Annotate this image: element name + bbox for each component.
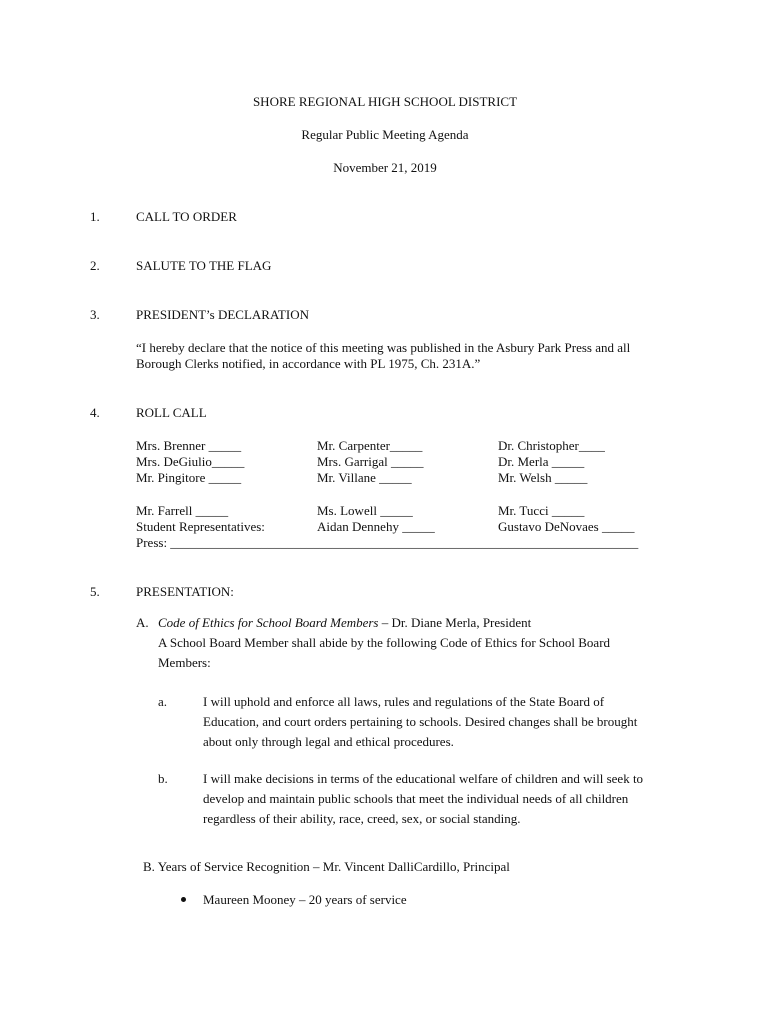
- item-heading-roll-call: ROLL CALL: [136, 405, 207, 420]
- declaration-line: Borough Clerks notified, in accordance with PL 1975, Ch. 231A.”: [136, 356, 481, 371]
- presentation-a-intro: A School Board Member shall abide by the following Code of Ethics for School Board: [158, 635, 611, 650]
- sub-item-text: Education, and court orders pertaining to schools. Desired changes shall be brought: [203, 714, 638, 729]
- declaration-line: “I hereby declare that the notice of this meeting was published in the Asbury Park Press and all: [136, 340, 631, 355]
- presentation-a-intro: Members:: [158, 655, 211, 670]
- roll-call-entry: Dr. Merla _____: [498, 454, 585, 469]
- roll-call-entry: Dr. Christopher____: [498, 438, 605, 453]
- meeting-date: November 21, 2019: [333, 160, 437, 175]
- item-number: 3.: [90, 307, 100, 322]
- presenter-name: – Dr. Diane Merla, President: [378, 615, 532, 630]
- meeting-subtitle: Regular Public Meeting Agenda: [301, 127, 469, 142]
- sub-item-text: I will uphold and enforce all laws, rules and regulations of the State Board of: [203, 694, 605, 709]
- item-number: 4.: [90, 405, 100, 420]
- item-number: 1.: [90, 209, 100, 224]
- item-heading-presentation: PRESENTATION:: [136, 584, 234, 599]
- student-representatives-label: Student Representatives:: [136, 519, 265, 534]
- sub-item-label: b.: [158, 771, 168, 786]
- sub-item-label: a.: [158, 694, 168, 709]
- presentation-a-label: A.: [136, 615, 149, 630]
- presentation-a-heading: [158, 615, 531, 631]
- sub-item-text: develop and maintain public schools that meet the individual needs of all children: [203, 791, 629, 806]
- sub-item-text: I will make decisions in terms of the educational welfare of children and will seek to: [203, 771, 644, 786]
- roll-call-entry: Mrs. Brenner _____: [136, 438, 242, 453]
- roll-call-entry: Ms. Lowell _____: [317, 503, 413, 518]
- roll-call-entry: Mrs. DeGiulio_____: [136, 454, 245, 469]
- roll-call-entry: Aidan Dennehy _____: [317, 519, 435, 534]
- roll-call-entry: Mr. Welsh _____: [498, 470, 588, 485]
- item-number: 5.: [90, 584, 100, 599]
- roll-call-entry: Gustavo DeNovaes _____: [498, 519, 635, 534]
- roll-call-entry: Mr. Pingitore _____: [136, 470, 242, 485]
- item-heading-salute-flag: SALUTE TO THE FLAG: [136, 258, 272, 273]
- item-heading-declaration: PRESIDENT’s DECLARATION: [136, 307, 309, 322]
- roll-call-entry: Mr. Tucci _____: [498, 503, 585, 518]
- presentation-b-heading: B. Years of Service Recognition – Mr. Vincent DalliCardillo, Principal: [143, 859, 510, 874]
- bullet-icon: [181, 897, 186, 902]
- sub-item-text: about only through legal and ethical procedures.: [203, 734, 454, 749]
- district-title: SHORE REGIONAL HIGH SCHOOL DISTRICT: [252, 94, 518, 109]
- code-of-ethics-title: Code of Ethics for School Board Members: [158, 615, 379, 630]
- roll-call-entry: Mr. Carpenter_____: [317, 438, 423, 453]
- roll-call-entry: Mrs. Garrigal _____: [317, 454, 424, 469]
- item-heading-call-to-order: CALL TO ORDER: [136, 209, 237, 224]
- recognition-list-item: Maureen Mooney – 20 years of service: [203, 892, 407, 907]
- sub-item-text: regardless of their ability, race, creed, sex, or social standing.: [203, 811, 521, 826]
- press-line: Press: ________________________________________________________________________: [136, 535, 639, 550]
- roll-call-entry: Mr. Farrell _____: [136, 503, 229, 518]
- roll-call-entry: Mr. Villane _____: [317, 470, 412, 485]
- item-number: 2.: [90, 258, 100, 273]
